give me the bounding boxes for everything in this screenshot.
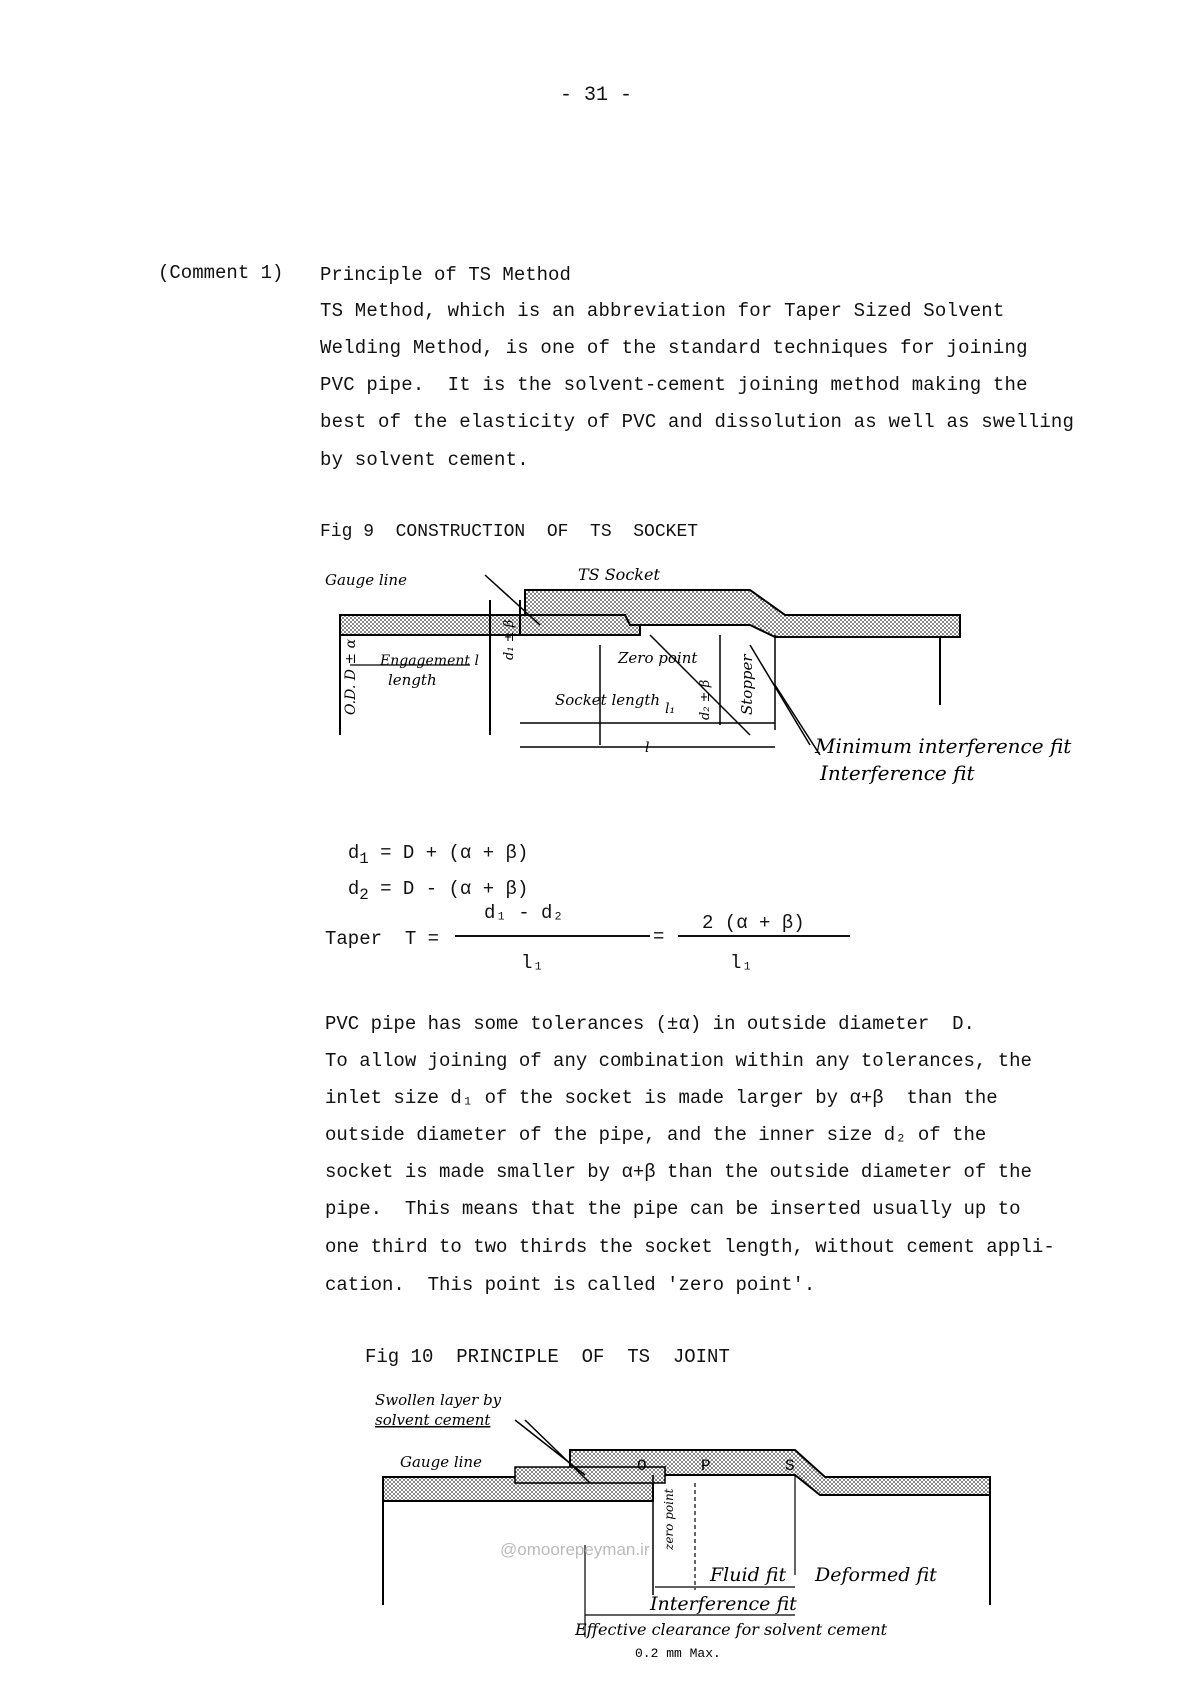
section-title: Principle of TS Method	[320, 264, 571, 286]
fraction-bar-1	[455, 935, 650, 937]
ts-socket-label: TS Socket	[578, 565, 660, 584]
zero-point-label: zero point	[662, 1488, 676, 1550]
equation-d2: $d_2 = D - (\alpha + \beta)$	[347, 878, 529, 904]
minimum-interference-label: Minimum interference fit	[815, 734, 1072, 758]
gauge-line-label: Gauge line	[400, 1453, 482, 1471]
paragraph2-line: inlet size d₁ of the socket is made larger by α+β than the	[325, 1087, 998, 1109]
paragraph2-line: PVC pipe has some tolerances (±α) in outside diameter D.	[325, 1013, 975, 1035]
paragraph1-line: Welding Method, is one of the standard techniques for joining	[320, 337, 1028, 359]
l-label: l	[645, 740, 650, 756]
l1-label: l₁	[665, 701, 676, 717]
comment-label: (Comment 1)	[158, 262, 284, 284]
d1-label: d₁ ± β	[502, 619, 517, 660]
deformed-fit-label: Deformed fit	[815, 1564, 937, 1586]
paragraph1-line: by solvent cement.	[320, 449, 529, 471]
equals-sign: =	[653, 926, 665, 948]
paragraph2-line: cation. This point is called 'zero point'.	[325, 1274, 816, 1296]
fig10-diagram	[355, 1375, 1015, 1675]
fluid-fit-label: Fluid fit	[710, 1564, 787, 1586]
paragraph2-line: one third to two thirds the socket length, without cement appli-	[325, 1236, 1055, 1258]
effective-clearance-label: Effective clearance for solvent cement	[575, 1620, 888, 1639]
socket-length-label: Socket length	[555, 691, 661, 709]
fig9-diagram	[320, 555, 1100, 800]
engagement-label: Engagement l	[380, 653, 479, 669]
max-clearance-label: 0.2 mm Max.	[635, 1646, 721, 1661]
fig9-caption: Fig 9 CONSTRUCTION OF TS SOCKET	[320, 522, 699, 542]
d2-label: d₂ ± β	[698, 679, 713, 720]
paragraph2-line: socket is made smaller by α+β than the outside diameter of the	[325, 1161, 1032, 1183]
page-number: - 31 -	[560, 84, 633, 107]
point-p-label: P	[701, 1457, 711, 1475]
taper-numerator-1: d₁ - d₂	[484, 902, 564, 924]
taper-denominator-1: l₁	[521, 952, 544, 974]
paragraph1-line: best of the elasticity of PVC and dissolution as well as swelling	[320, 411, 1075, 433]
paragraph1-line: PVC pipe. It is the solvent-cement joining method making the	[320, 374, 1028, 396]
point-s-label: S	[785, 1457, 795, 1475]
paragraph2-line: outside diameter of the pipe, and the inner size d₂ of the	[325, 1124, 987, 1146]
equation-d1: $d_1 = D + (\alpha + \beta)$	[347, 842, 529, 868]
watermark: @omoorepeyman.ir	[500, 1540, 650, 1559]
interference-label: Interference fit	[820, 761, 975, 785]
fraction-bar-2	[678, 935, 850, 937]
interference-fit-label: Interference fit	[650, 1593, 797, 1615]
swollen-label-2: solvent cement	[375, 1411, 491, 1429]
swollen-label-1: Swollen layer by	[375, 1391, 502, 1409]
stopper-label: Stopper	[738, 654, 756, 715]
paragraph2-line: pipe. This means that the pipe can be inserted usually up to	[325, 1198, 1021, 1220]
point-o-label: O	[637, 1457, 647, 1475]
taper-numerator-2: 2 (α + β)	[702, 912, 805, 934]
zero-point-label: Zero point	[618, 649, 698, 667]
taper-denominator-2: l₁	[730, 952, 753, 974]
paragraph1-line: TS Method, which is an abbreviation for Taper Sized Solvent	[320, 300, 1005, 322]
length-label: length	[388, 671, 437, 689]
taper-label: Taper T =	[325, 928, 440, 950]
od-label: O.D. D ± α	[343, 638, 359, 715]
fig10-caption: Fig 10 PRINCIPLE OF TS JOINT	[365, 1346, 730, 1368]
gauge-line-label: Gauge line	[325, 571, 407, 589]
paragraph2-line: To allow joining of any combination within any tolerances, the	[325, 1050, 1032, 1072]
